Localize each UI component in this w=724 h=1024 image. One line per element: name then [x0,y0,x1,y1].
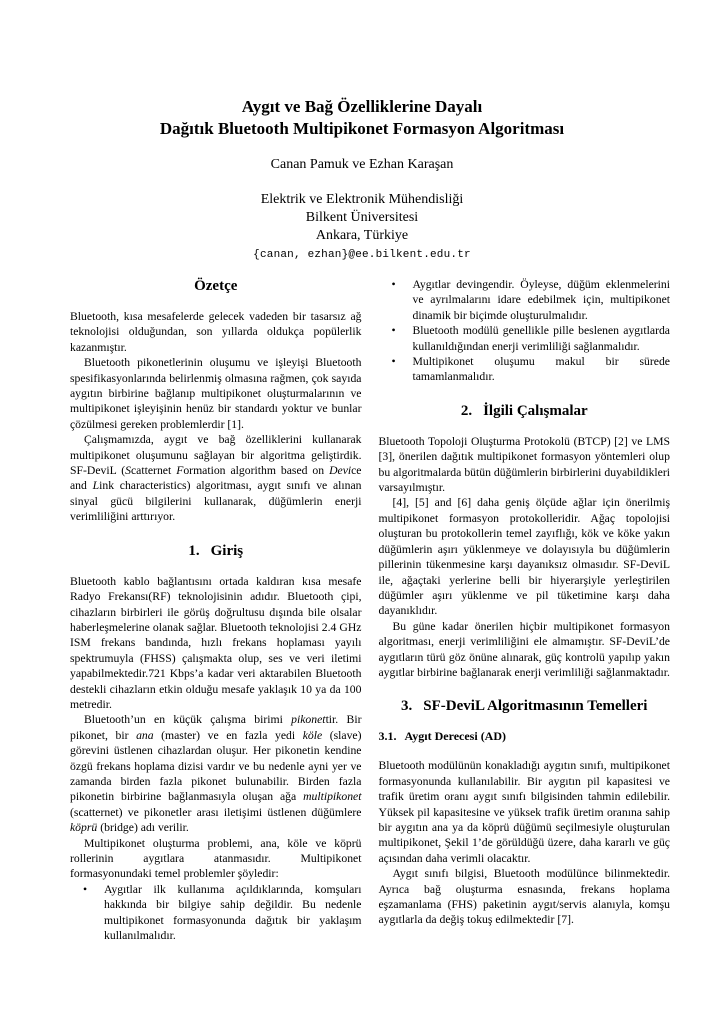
email-line: {canan, ezhan}@ee.bilkent.edu.tr [253,249,471,261]
affiliation-city: Ankara, Türkiye [315,228,409,243]
left-column [70,277,362,943]
intro-paragraph-3: Multipikonet oluşturma problemi, ana, köle ve köprü rollerinin aygıtlara atanmasıdır. Multipikonet formasyonundaki temel problemler şöyledir: [70,836,362,881]
paper-title [0,96,724,140]
affiliation-block [0,191,724,264]
device-degree-paragraph-1: Bluetooth modülünün konakladığı aygıtın sınıfı, multipikonet formasyonunda kullanılabilir. Bir aygıtın pil kapasitesi ve trafik üretim oranı aygıt sınıfı bilgisinden tahmin edilebilir. Yüksek pil kapasitesine ve yüksek trafik üretim oranına sahip bir aygıtın ana ya da köprü düğümü seçilmesiyle oluşturulan multipikonet, Şekil 1’de görüldüğü üzere, daha kararlı ve güç açısından daha verimli olacaktır. [378,759,670,865]
affiliation-university: Bilkent Üniversitesi [305,210,419,225]
paper-title-line-1: Aygıt ve Bağ Özelliklerine Dayalı [241,97,483,116]
section-1-heading [70,542,362,560]
affiliation-department: Elektrik ve Elektronik Mühendisliği [260,192,464,207]
abstract-paragraph-3: Çalışmamızda, aygıt ve bağ özelliklerini kullanarak multipikonet oluşumunu sağlayan bir algoritma geliştirdik. SF-DeviL (Scatternet Formation algorithm based on Device and Link characteristics) algoritması, aygıt sınıfı ve alınan sinyal gücü bilgilerini kullanarak, düğümlerin enerji verimliliğini arttırıyor. [70,433,362,524]
section-2-number: 2. [460,402,473,419]
right-column [379,277,671,943]
section-2-heading [379,402,671,420]
bullet-text: Bluetooth modülü genellikle pille beslenen aygıtlarda kullanıldığından enerji verimliliği sağlanmalıdır. [412,324,670,353]
authors-line: Canan Pamuk ve Ezhan Karaşan [270,157,454,172]
abstract-paragraph-2: Bluetooth pikonetlerinin oluşumu ve işleyişi Bluetooth spesifikasyonlarında belirlenmiş olmasına rağmen, çok sayıda aygıtın birbirine bağlanıp multipikonet oluşturmalarının ve multipikonet işleyişinin henüz bir standardı yoktur ve bunlar çözülmesi gereken problemlerdir [1]. [70,356,362,431]
bullet-icon: • [391,355,396,369]
paper-title-line-2: Dağıtık Bluetooth Multipikonet Formasyon Algoritması [159,119,565,138]
requirements-bullet-list [379,277,671,385]
device-degree-paragraph-2: Aygıt sınıfı bilgisi, Bluetooth modülünce bilinmektedir. Ayrıca bağ oluşturma esnasında, frekans hoplama eşzamanlama (FHS) paketinin aygıt/servis alanıyla, komşu aygıtlarla da değiş tokuş edilmektedir [7]. [378,867,670,927]
section-3-title: SF-DeviL Algoritmasının Temelleri [423,698,648,715]
list-item [70,882,362,944]
section-3-heading [379,697,671,715]
section-2-title: İlgili Çalışmalar [483,402,588,419]
bullet-text: Aygıtlar ilk kullanıma açıldıklarında, komşuları hakkında bir bilgiye sahip değildir. Bu nedenle multipikonet formasyonunda dağıtık bir yaklaşım kullanılmalıdır. [104,882,362,943]
intro-bullet-list [70,882,362,944]
abstract-heading [70,277,362,295]
section-3-1-title: Aygıt Derecesi (AD) [404,729,507,744]
related-work-paragraph-2: [4], [5] and [6] daha geniş ölçüde ağlar için önerilmiş multipikonet formasyon protokolleridir. Ağaç topolojisi oluşturan bu protokollerin temel zayıflığı, kök ve köke yakın düğümlerin aşırı yüklenmeye ve dolayısıyla bu düğümlerin pillerinin tükenmesine karşı dayanıksız olmasıdır. SF-DeviL ile, ağaçtaki yerlerine belli bir hiyerarşiyle yerleştirilen düğümler aşırı yüklenme ve pil tüketimine karşı daha dayanıklıdır. [378,496,670,618]
list-item [379,323,671,354]
abstract-paragraph-1: Bluetooth, kısa mesafelerde gelecek vadeden bir tasarsız ağ teknolojisi olduğundan, son yıllarda oldukça popülerlik kazanmıştır. [70,310,362,354]
section-3-1-heading [379,729,671,744]
bullet-text: Aygıtlar devingendir. Öyleyse, düğüm eklenmelerini ve ayrılmalarını idare edebilmek için, multipikonet dinamik bir biçimde oluşturulmalıdır. [412,278,670,322]
bullet-icon: • [391,324,396,338]
bullet-icon: • [391,278,396,291]
section-1-title: Giriş [210,542,244,559]
two-column-body [70,277,670,943]
section-1-number: 1. [188,542,200,559]
list-item [379,354,671,385]
related-work-paragraph-1: Bluetooth Topoloji Oluşturma Protokolü (BTCP) [2] ve LMS [3], önerilen dağıtık multipikonet formasyon yöntemleri olup bu algoritmalarda bütün düğümlerin birbirlerini duyabildikleri varsayılmıştır. [378,434,670,495]
related-work-paragraph-3: Bu güne kadar önerilen hiçbir multipikonet formasyon algoritması, enerji verimliliğini ele almamıştır. SF-DeviL’de aygıtların türü göz önüne alınarak, güç kontrolü yapılıp yakın aygıtlar birbirine bağlanarak enerji verimliliği sağlanmaktadır. [378,619,670,679]
bullet-text: Multipikonet oluşumu makul bir sürede tamamlanmalıdır. [412,355,670,384]
list-item [379,277,671,323]
section-3-1-number: 3.1. [378,729,397,744]
intro-paragraph-2: Bluetooth’un en küçük çalışma birimi pikonettir. Bir pikonet, bir ana (master) ve en fazla yedi köle (slave) görevini üstlenen cihazlardan oluşur. Her pikonetin kendine özgü frekans hoplama dizisi vardır ve bu nedenle ayni yer ve zamanda birden fazla pikonet bulunabilir. Birden fazla pikonetin birbirine bağlanmasıyla oluşan ağa multipikonet (scatternet) ve pikonetler arası iletişimi üstlenen düğümlere köprü (bridge) adı verilir. [70,713,362,835]
section-3-number: 3. [401,698,413,715]
abstract-heading-text: Özetçe [194,278,238,294]
bullet-icon: • [83,882,88,896]
paper-header [0,96,724,264]
intro-paragraph-1: Bluetooth kablo bağlantısını ortada kaldıran kısa mesafe Radyo Frekansı(RF) teknolojisinin adıdır. Bluetooth çipi, cihazların birbirleri ile görüş doğrultusu dışında bile olsalar haberleşmelerine olanak sağlar. Bluetooth teknolojisi 2.4 GHz ISM frekans bandında, hızlı frekans hoplaması yayılı spektrumuyla (FHSS) çalışmakta olup, ses ve veri iletimi yapabilmektedir.721 Kbps’a kadar veri aktarabilen Bluetooth destekli cihazların etkin olduğu mesafe yaklaşık 10 ya da 100 metredir. [70,574,362,711]
